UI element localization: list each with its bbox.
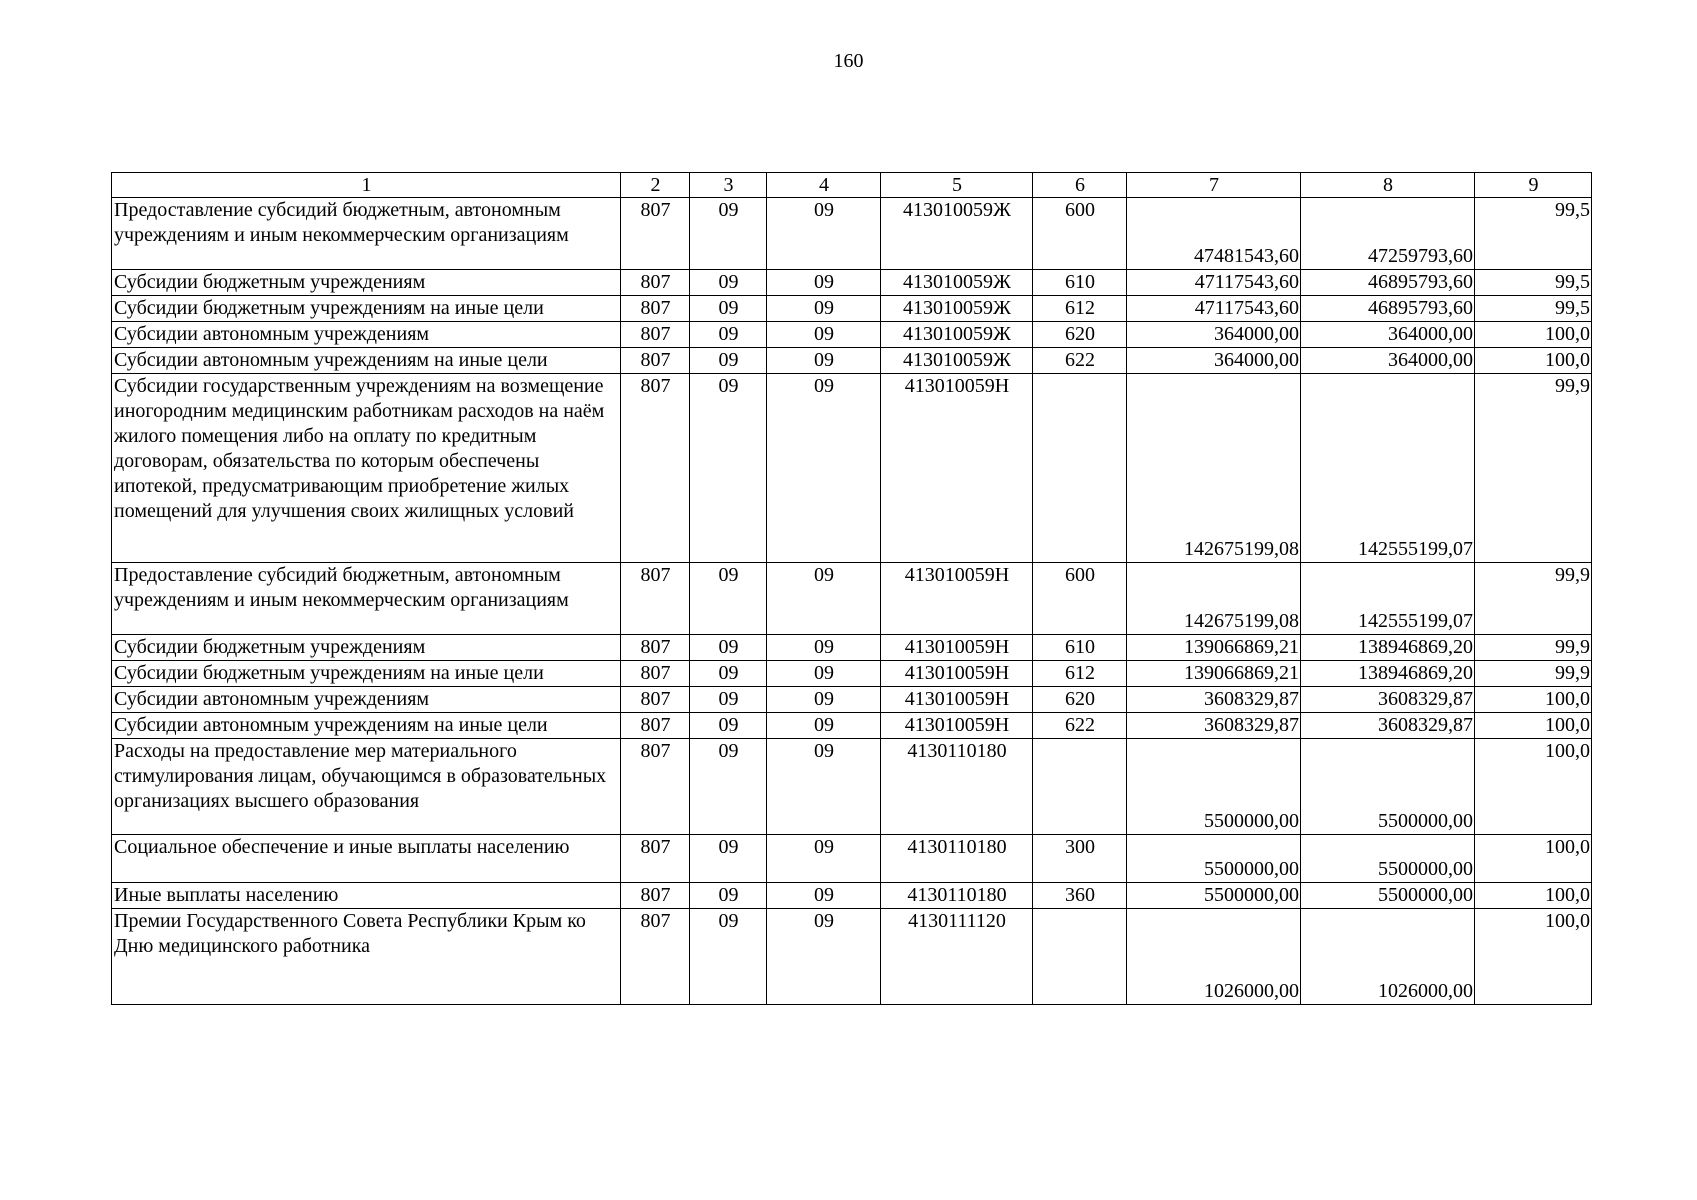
table-row bbox=[112, 883, 1592, 909]
row-col2-cell: 807 bbox=[621, 563, 690, 635]
row-col8-amount-cell: 3608329,87 bbox=[1301, 713, 1475, 739]
row-col2-cell: 807 bbox=[621, 322, 690, 348]
row-col5-cell: 4130110180 bbox=[881, 883, 1033, 909]
header-cell: 9 bbox=[1475, 173, 1592, 198]
row-col7-amount-cell: 142675199,08 bbox=[1127, 374, 1301, 563]
page-number: 160 bbox=[833, 50, 864, 72]
row-col5-cell: 413010059Н bbox=[881, 687, 1033, 713]
row-col9-percent-cell: 100,0 bbox=[1475, 713, 1592, 739]
row-col9-percent-cell: 100,0 bbox=[1475, 835, 1592, 883]
row-col2-cell: 807 bbox=[621, 883, 690, 909]
row-name-cell: Субсидии бюджетным учреждениям bbox=[112, 270, 621, 296]
row-col6-cell: 620 bbox=[1033, 322, 1127, 348]
row-col9-percent-cell: 100,0 bbox=[1475, 687, 1592, 713]
table-row bbox=[112, 348, 1592, 374]
row-col6-cell bbox=[1033, 374, 1127, 563]
row-col6-cell bbox=[1033, 909, 1127, 1005]
header-cell: 3 bbox=[690, 173, 767, 198]
row-col5-cell: 4130110180 bbox=[881, 739, 1033, 835]
row-col5-cell: 4130110180 bbox=[881, 835, 1033, 883]
table-row bbox=[112, 661, 1592, 687]
header-cell: 5 bbox=[881, 173, 1033, 198]
row-col7-amount-cell: 47117543,60 bbox=[1127, 270, 1301, 296]
row-name-cell: Субсидии автономным учреждениям на иные цели bbox=[112, 348, 621, 374]
row-col3-cell: 09 bbox=[690, 835, 767, 883]
row-col8-amount-cell: 142555199,07 bbox=[1301, 374, 1475, 563]
row-col2-cell: 807 bbox=[621, 739, 690, 835]
row-name-cell: Предоставление субсидий бюджетным, автономным учреждениям и иным некоммерческим организациям bbox=[112, 563, 621, 635]
row-col9-percent-cell: 99,9 bbox=[1475, 635, 1592, 661]
row-col5-cell: 4130111120 bbox=[881, 909, 1033, 1005]
row-col6-cell: 360 bbox=[1033, 883, 1127, 909]
row-col5-cell: 413010059Ж bbox=[881, 322, 1033, 348]
table-row bbox=[112, 198, 1592, 270]
row-name-cell: Расходы на предоставление мер материального стимулирования лицам, обучающимся в образовательных организациях высшего образования bbox=[112, 739, 621, 835]
row-col4-cell: 09 bbox=[767, 687, 881, 713]
row-col3-cell: 09 bbox=[690, 563, 767, 635]
row-name-cell: Субсидии бюджетным учреждениям на иные цели bbox=[112, 296, 621, 322]
row-col6-cell: 300 bbox=[1033, 835, 1127, 883]
row-col2-cell: 807 bbox=[621, 635, 690, 661]
header-cell: 4 bbox=[767, 173, 881, 198]
row-col4-cell: 09 bbox=[767, 909, 881, 1005]
row-col9-percent-cell: 99,9 bbox=[1475, 661, 1592, 687]
row-col2-cell: 807 bbox=[621, 909, 690, 1005]
row-col2-cell: 807 bbox=[621, 374, 690, 563]
header-cell: 1 bbox=[112, 173, 621, 198]
row-col7-amount-cell: 5500000,00 bbox=[1127, 739, 1301, 835]
row-col7-amount-cell: 139066869,21 bbox=[1127, 635, 1301, 661]
row-col8-amount-cell: 46895793,60 bbox=[1301, 296, 1475, 322]
row-col3-cell: 09 bbox=[690, 296, 767, 322]
row-col6-cell bbox=[1033, 739, 1127, 835]
table-row bbox=[112, 687, 1592, 713]
table-row bbox=[112, 635, 1592, 661]
row-col3-cell: 09 bbox=[690, 270, 767, 296]
row-col9-percent-cell: 99,9 bbox=[1475, 374, 1592, 563]
row-col6-cell: 600 bbox=[1033, 198, 1127, 270]
row-col3-cell: 09 bbox=[690, 739, 767, 835]
row-col4-cell: 09 bbox=[767, 635, 881, 661]
row-col9-percent-cell: 99,5 bbox=[1475, 270, 1592, 296]
table-row bbox=[112, 563, 1592, 635]
row-col3-cell: 09 bbox=[690, 635, 767, 661]
row-col7-amount-cell: 5500000,00 bbox=[1127, 835, 1301, 883]
row-col9-percent-cell: 99,9 bbox=[1475, 563, 1592, 635]
row-col5-cell: 413010059Н bbox=[881, 661, 1033, 687]
table-row bbox=[112, 835, 1592, 883]
row-col5-cell: 413010059Ж bbox=[881, 296, 1033, 322]
row-col9-percent-cell: 99,5 bbox=[1475, 296, 1592, 322]
table-row bbox=[112, 296, 1592, 322]
row-col6-cell: 622 bbox=[1033, 348, 1127, 374]
row-col3-cell: 09 bbox=[690, 322, 767, 348]
table-row bbox=[112, 322, 1592, 348]
row-col8-amount-cell: 142555199,07 bbox=[1301, 563, 1475, 635]
row-name-cell: Предоставление субсидий бюджетным, автономным учреждениям и иным некоммерческим организациям bbox=[112, 198, 621, 270]
row-col3-cell: 09 bbox=[690, 661, 767, 687]
row-col8-amount-cell: 364000,00 bbox=[1301, 348, 1475, 374]
row-col2-cell: 807 bbox=[621, 198, 690, 270]
header-cell: 7 bbox=[1127, 173, 1301, 198]
row-col2-cell: 807 bbox=[621, 270, 690, 296]
row-col6-cell: 600 bbox=[1033, 563, 1127, 635]
row-col2-cell: 807 bbox=[621, 713, 690, 739]
row-name-cell: Субсидии бюджетным учреждениям на иные цели bbox=[112, 661, 621, 687]
row-col8-amount-cell: 5500000,00 bbox=[1301, 835, 1475, 883]
budget-table bbox=[111, 172, 1592, 1005]
row-col3-cell: 09 bbox=[690, 198, 767, 270]
row-col5-cell: 413010059Ж bbox=[881, 348, 1033, 374]
row-col4-cell: 09 bbox=[767, 198, 881, 270]
row-name-cell: Субсидии государственным учреждениям на возмещение иногородним медицинским работникам расходов на наём жилого помещения либо на оплату по кредитным договорам, обязательства по которым обеспечены ипотекой, предусматривающим приобретение жилых помещений для улучшения своих жилищных условий bbox=[112, 374, 621, 563]
row-col8-amount-cell: 46895793,60 bbox=[1301, 270, 1475, 296]
row-col7-amount-cell: 139066869,21 bbox=[1127, 661, 1301, 687]
row-col8-amount-cell: 138946869,20 bbox=[1301, 661, 1475, 687]
row-name-cell: Субсидии автономным учреждениям на иные цели bbox=[112, 713, 621, 739]
row-col2-cell: 807 bbox=[621, 687, 690, 713]
row-col3-cell: 09 bbox=[690, 883, 767, 909]
row-col5-cell: 413010059Ж bbox=[881, 270, 1033, 296]
row-col9-percent-cell: 100,0 bbox=[1475, 909, 1592, 1005]
row-col6-cell: 622 bbox=[1033, 713, 1127, 739]
row-col5-cell: 413010059Н bbox=[881, 635, 1033, 661]
row-col7-amount-cell: 47481543,60 bbox=[1127, 198, 1301, 270]
row-col2-cell: 807 bbox=[621, 348, 690, 374]
row-col6-cell: 610 bbox=[1033, 270, 1127, 296]
row-col5-cell: 413010059Н bbox=[881, 713, 1033, 739]
row-col6-cell: 610 bbox=[1033, 635, 1127, 661]
row-col8-amount-cell: 3608329,87 bbox=[1301, 687, 1475, 713]
table-row bbox=[112, 739, 1592, 835]
row-col8-amount-cell: 5500000,00 bbox=[1301, 739, 1475, 835]
row-col7-amount-cell: 1026000,00 bbox=[1127, 909, 1301, 1005]
row-name-cell: Субсидии бюджетным учреждениям bbox=[112, 635, 621, 661]
row-col4-cell: 09 bbox=[767, 883, 881, 909]
row-col7-amount-cell: 5500000,00 bbox=[1127, 883, 1301, 909]
row-col8-amount-cell: 1026000,00 bbox=[1301, 909, 1475, 1005]
row-col5-cell: 413010059Н bbox=[881, 563, 1033, 635]
row-col2-cell: 807 bbox=[621, 296, 690, 322]
table-row bbox=[112, 374, 1592, 563]
header-cell: 8 bbox=[1301, 173, 1475, 198]
table-row bbox=[112, 713, 1592, 739]
row-col7-amount-cell: 3608329,87 bbox=[1127, 713, 1301, 739]
row-name-cell: Иные выплаты населению bbox=[112, 883, 621, 909]
row-col7-amount-cell: 142675199,08 bbox=[1127, 563, 1301, 635]
row-col3-cell: 09 bbox=[690, 713, 767, 739]
row-col4-cell: 09 bbox=[767, 835, 881, 883]
row-col8-amount-cell: 364000,00 bbox=[1301, 322, 1475, 348]
row-col7-amount-cell: 47117543,60 bbox=[1127, 296, 1301, 322]
row-col6-cell: 612 bbox=[1033, 661, 1127, 687]
row-col4-cell: 09 bbox=[767, 661, 881, 687]
row-col9-percent-cell: 100,0 bbox=[1475, 739, 1592, 835]
header-cell: 6 bbox=[1033, 173, 1127, 198]
row-name-cell: Субсидии автономным учреждениям bbox=[112, 322, 621, 348]
row-col4-cell: 09 bbox=[767, 374, 881, 563]
row-name-cell: Субсидии автономным учреждениям bbox=[112, 687, 621, 713]
header-cell: 2 bbox=[621, 173, 690, 198]
row-col9-percent-cell: 99,5 bbox=[1475, 198, 1592, 270]
table-row bbox=[112, 909, 1592, 1005]
row-col2-cell: 807 bbox=[621, 661, 690, 687]
row-col9-percent-cell: 100,0 bbox=[1475, 322, 1592, 348]
row-col5-cell: 413010059Ж bbox=[881, 198, 1033, 270]
row-col3-cell: 09 bbox=[690, 348, 767, 374]
row-col2-cell: 807 bbox=[621, 835, 690, 883]
row-col4-cell: 09 bbox=[767, 739, 881, 835]
row-col5-cell: 413010059Н bbox=[881, 374, 1033, 563]
row-col7-amount-cell: 364000,00 bbox=[1127, 348, 1301, 374]
row-col6-cell: 612 bbox=[1033, 296, 1127, 322]
row-name-cell: Социальное обеспечение и иные выплаты населению bbox=[112, 835, 621, 883]
row-col4-cell: 09 bbox=[767, 322, 881, 348]
row-col8-amount-cell: 5500000,00 bbox=[1301, 883, 1475, 909]
row-col4-cell: 09 bbox=[767, 713, 881, 739]
row-col7-amount-cell: 3608329,87 bbox=[1127, 687, 1301, 713]
row-col4-cell: 09 bbox=[767, 296, 881, 322]
row-col6-cell: 620 bbox=[1033, 687, 1127, 713]
row-col3-cell: 09 bbox=[690, 687, 767, 713]
row-col4-cell: 09 bbox=[767, 348, 881, 374]
row-col3-cell: 09 bbox=[690, 909, 767, 1005]
row-col4-cell: 09 bbox=[767, 563, 881, 635]
row-col4-cell: 09 bbox=[767, 270, 881, 296]
row-col9-percent-cell: 100,0 bbox=[1475, 348, 1592, 374]
row-col8-amount-cell: 138946869,20 bbox=[1301, 635, 1475, 661]
row-name-cell: Премии Государственного Совета Республики Крым ко Дню медицинского работника bbox=[112, 909, 621, 1005]
row-col3-cell: 09 bbox=[690, 374, 767, 563]
row-col8-amount-cell: 47259793,60 bbox=[1301, 198, 1475, 270]
row-col9-percent-cell: 100,0 bbox=[1475, 883, 1592, 909]
row-col7-amount-cell: 364000,00 bbox=[1127, 322, 1301, 348]
table-header-row bbox=[112, 173, 1592, 198]
table-row bbox=[112, 270, 1592, 296]
